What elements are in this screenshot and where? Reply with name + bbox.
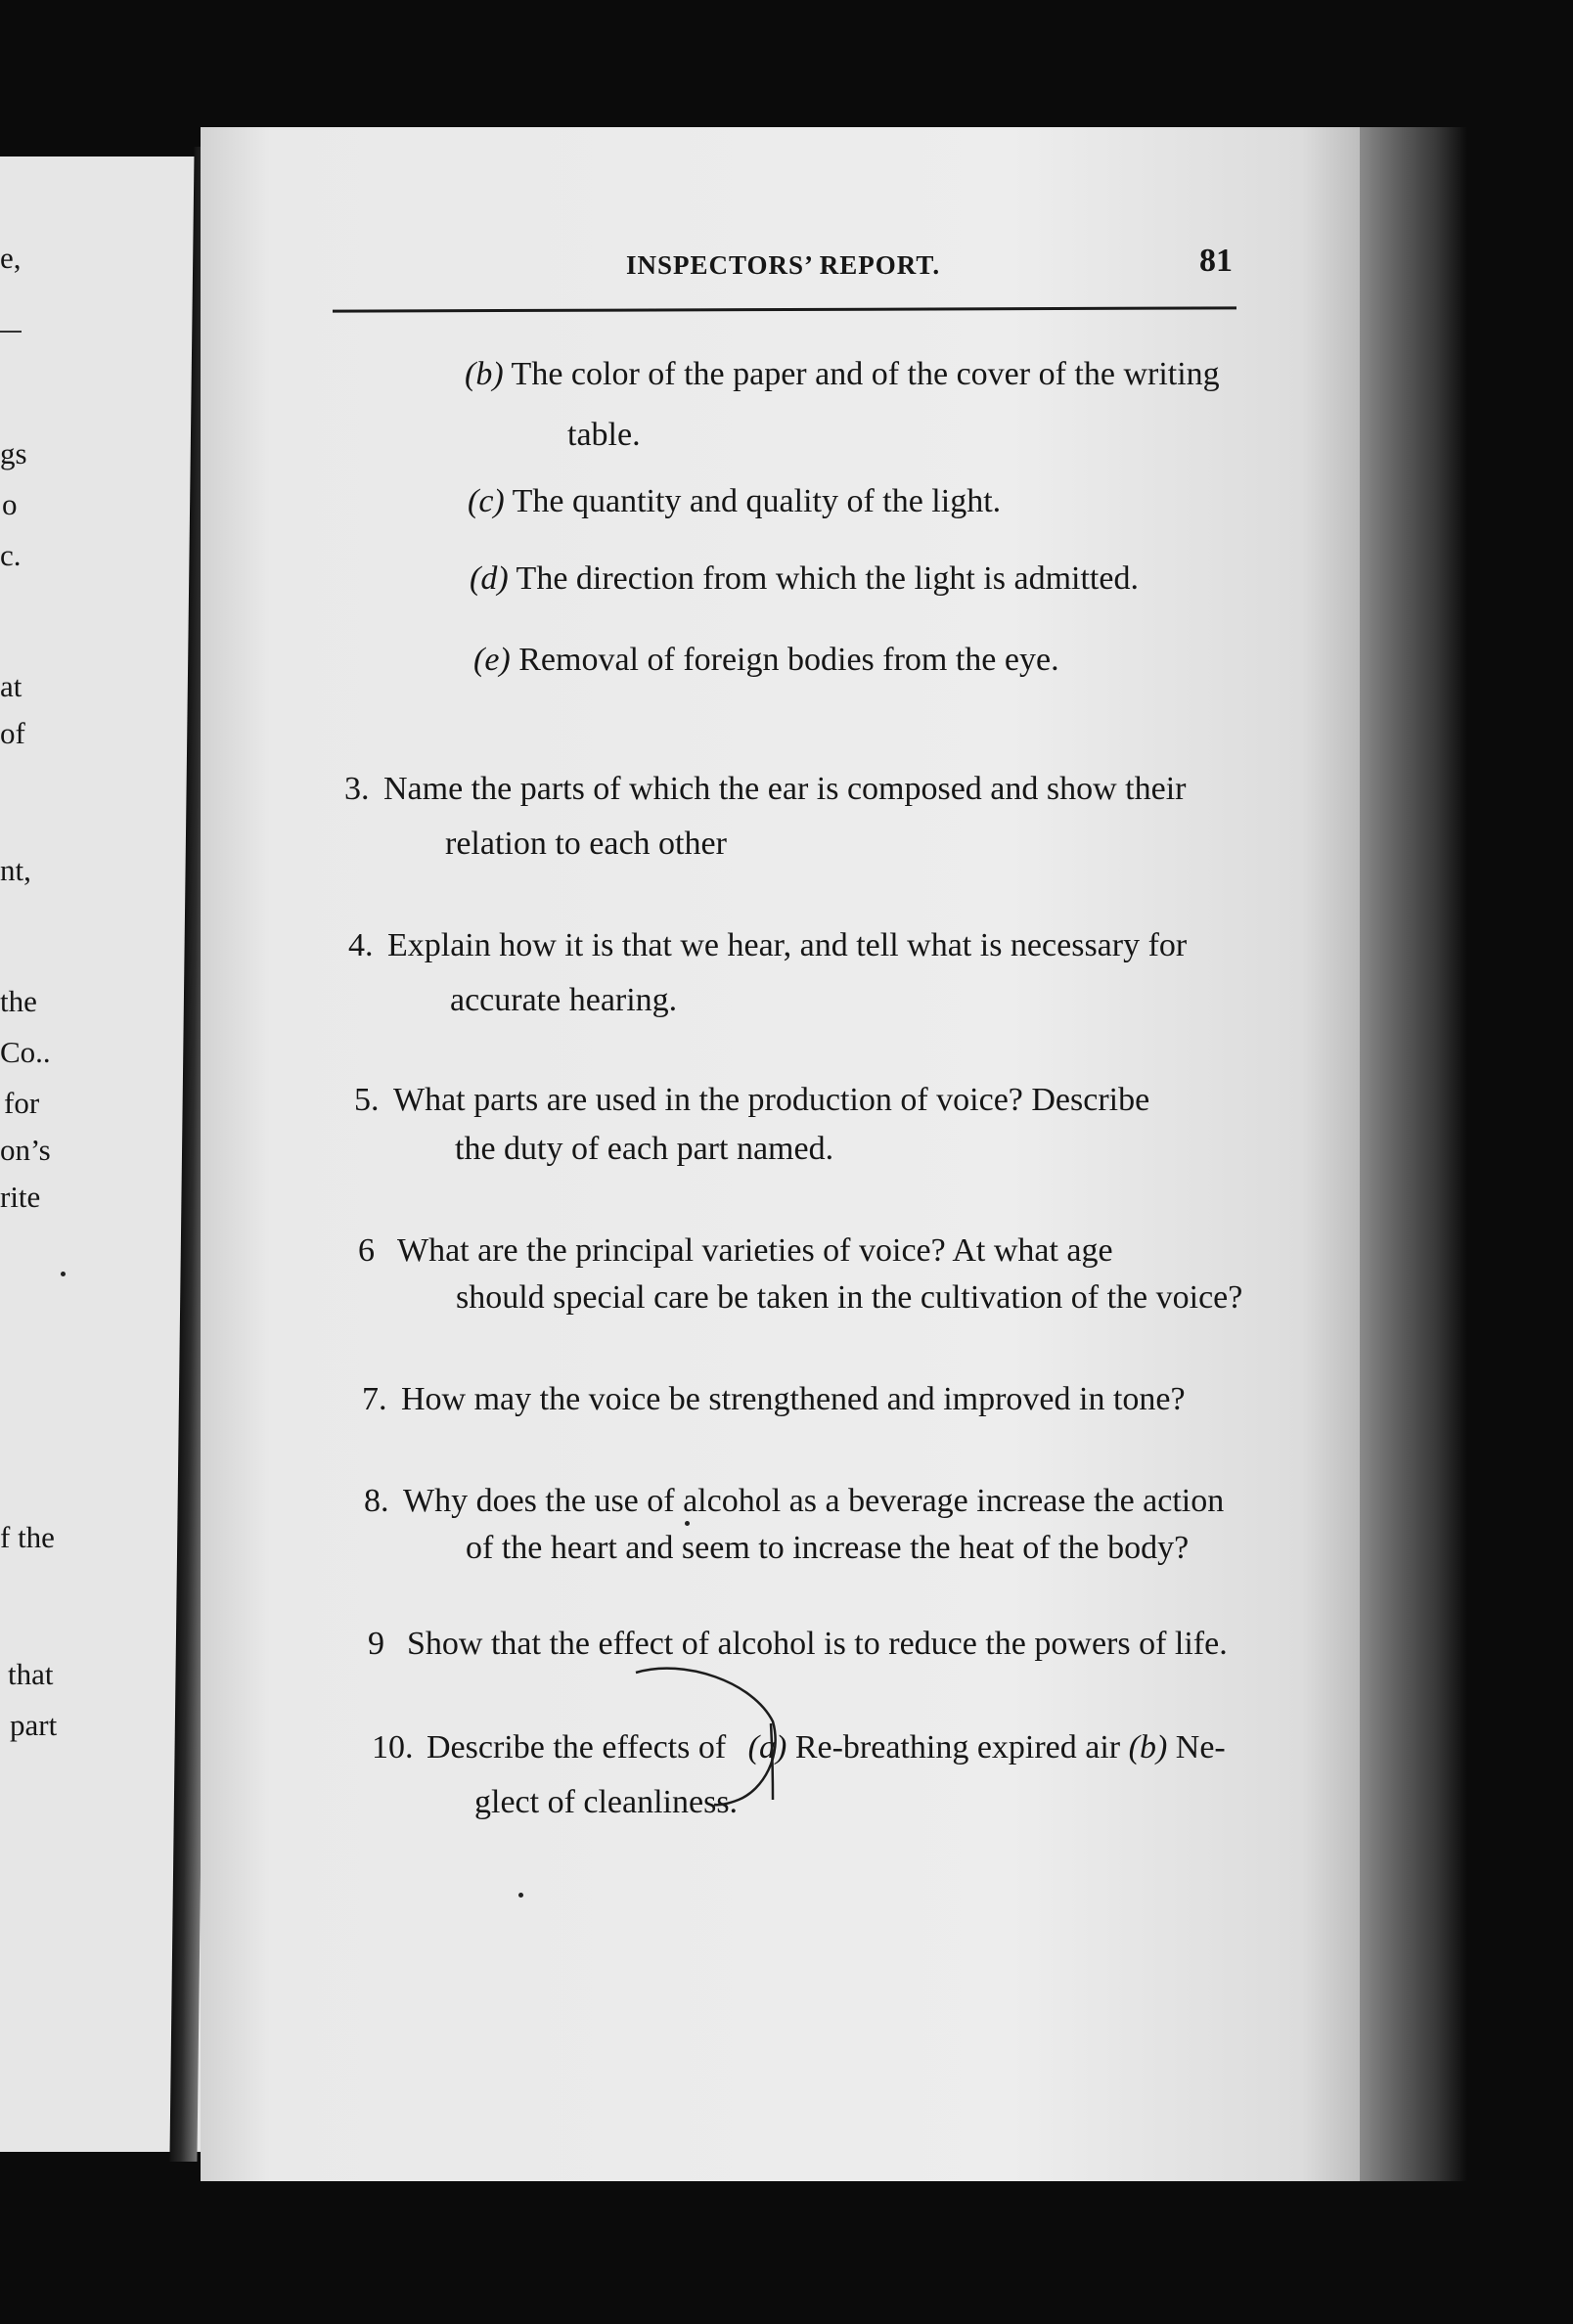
question-text: How may the voice be strengthened and improved in tone? xyxy=(401,1381,1186,1417)
question-6-cont: should special care be taken in the cultivation of the voice? xyxy=(456,1279,1243,1316)
question-text: Explain how it is that we hear, and tell what is necessary for xyxy=(387,927,1188,963)
question-number: 6 xyxy=(358,1232,375,1269)
question-number: 3. xyxy=(344,771,370,807)
question-number: 7. xyxy=(362,1381,387,1417)
question-8-cont: of the heart and seem to increase the heat of the body? xyxy=(466,1530,1190,1566)
pencil-brace-mark xyxy=(626,1663,783,1810)
question-7 xyxy=(362,1383,1186,1416)
left-fragment: nt, xyxy=(0,853,31,887)
question-3-cont: relation to each other xyxy=(445,826,727,862)
left-fragment: o xyxy=(2,487,18,521)
page-number: 81 xyxy=(1199,243,1233,279)
left-fragment: rite xyxy=(0,1180,41,1214)
left-fragment: at xyxy=(0,669,22,703)
question-number: 10. xyxy=(372,1729,414,1765)
question-4 xyxy=(348,929,1187,962)
left-fragment: Co.. xyxy=(0,1035,51,1069)
question-text: Why does the use of alcohol as a beverage increase the action xyxy=(403,1483,1225,1519)
running-head: INSPECTORS’ REPORT. xyxy=(626,250,941,280)
question-10-cont: glect of cleanliness. xyxy=(474,1784,739,1820)
question-text: Name the parts of which the ear is composed and show their xyxy=(383,771,1187,807)
question-text: Ne- xyxy=(1175,1729,1226,1765)
sub-item-c xyxy=(468,485,1001,518)
question-5 xyxy=(354,1084,1149,1117)
item-text: The color of the paper and of the cover of the writing xyxy=(511,356,1220,392)
item-text: Removal of foreign bodies from the eye. xyxy=(518,642,1059,678)
question-9 xyxy=(368,1628,1228,1661)
question-4-cont: accurate hearing. xyxy=(450,982,678,1018)
left-fragment: the xyxy=(0,984,37,1018)
item-label: (a) xyxy=(747,1729,787,1765)
left-page-rule xyxy=(0,331,22,333)
left-fragment: for xyxy=(4,1086,40,1120)
sub-item-d xyxy=(470,562,1139,596)
question-10 xyxy=(372,1731,1226,1765)
item-text: The quantity and quality of the light. xyxy=(512,483,1002,519)
question-3 xyxy=(344,773,1186,806)
item-label: (e) xyxy=(473,642,511,678)
ink-speck xyxy=(518,1893,523,1898)
item-label: (b) xyxy=(1128,1729,1168,1765)
left-fragment: e, xyxy=(0,241,22,275)
item-text: The direction from which the light is admitted. xyxy=(516,560,1139,597)
left-fragment: part xyxy=(10,1708,58,1742)
question-number: 5. xyxy=(354,1082,380,1118)
sub-item-b xyxy=(465,358,1220,391)
left-fragment: gs xyxy=(0,436,27,470)
item-label: (d) xyxy=(470,560,509,597)
left-fragment: c. xyxy=(0,538,22,572)
question-text: Describe the effects of xyxy=(427,1729,727,1765)
question-text: What parts are used in the production of voice? Describe xyxy=(393,1082,1150,1118)
left-fragment: of xyxy=(0,716,25,750)
question-number: 8. xyxy=(364,1483,389,1519)
question-number: 4. xyxy=(348,927,374,963)
left-fragment: on’s xyxy=(0,1133,51,1167)
item-label: (c) xyxy=(468,483,505,519)
ink-speck xyxy=(61,1272,66,1276)
ink-speck xyxy=(685,1521,690,1526)
sub-item-e xyxy=(473,644,1059,677)
page-edge-shadow xyxy=(1360,127,1467,2181)
question-6 xyxy=(358,1234,1113,1268)
question-8 xyxy=(364,1485,1224,1518)
question-number: 9 xyxy=(368,1626,384,1662)
question-text: What are the principal varieties of voice? At what age xyxy=(397,1232,1113,1269)
left-fragment: f the xyxy=(0,1520,55,1554)
sub-item-b-cont: table. xyxy=(567,417,641,453)
left-fragment: that xyxy=(8,1657,54,1691)
question-text: Show that the effect of alcohol is to reduce the powers of life. xyxy=(407,1626,1228,1662)
question-text: Re-breathing expired air xyxy=(794,1729,1121,1765)
item-label: (b) xyxy=(465,356,504,392)
question-5-cont: the duty of each part named. xyxy=(455,1131,834,1167)
